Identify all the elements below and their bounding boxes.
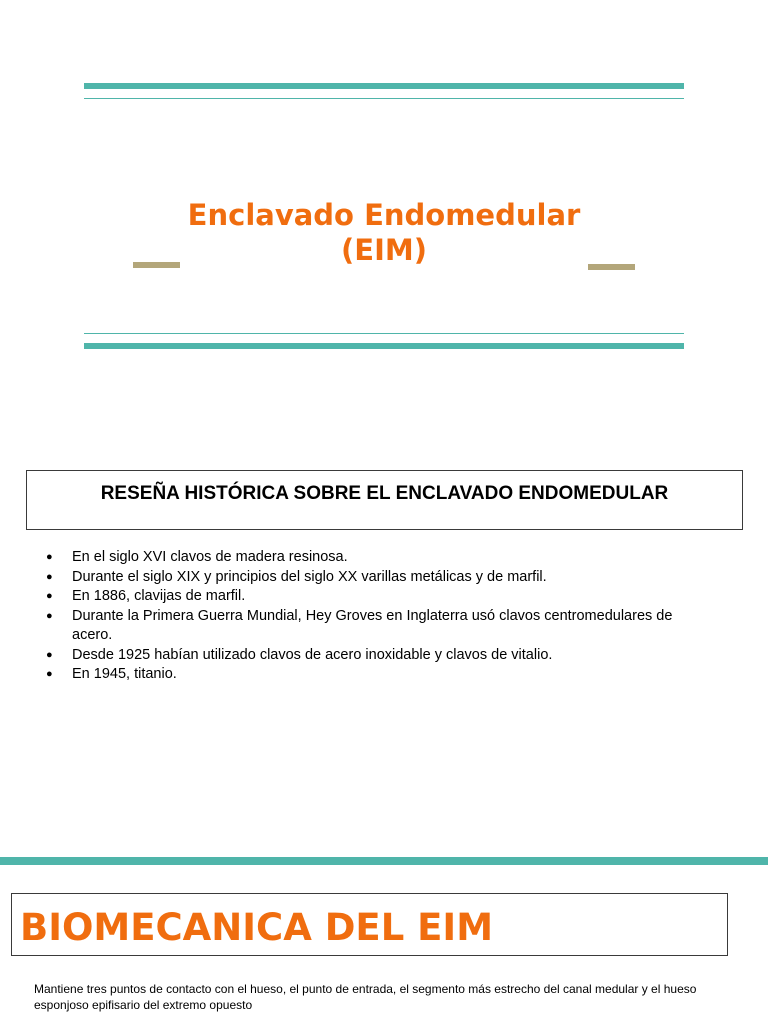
biomecanica-text: Mantiene tres puntos de contacto con el hueso, el punto de entrada, el segmento más estrecho del canal medular y el hueso esponjoso epifisario del extremo opuesto: [34, 982, 697, 1012]
list-item: [44, 568, 714, 588]
history-heading: RESEÑA HISTÓRICA SOBRE EL ENCLAVADO ENDOMEDULAR: [100, 483, 669, 504]
bottom-thick-rule: [84, 343, 684, 349]
bullet-icon: ●: [46, 570, 53, 583]
section-divider-bar: [0, 857, 768, 865]
list-item: [44, 665, 714, 685]
history-heading-box: [26, 470, 743, 530]
list-item: [44, 587, 714, 607]
history-bullet-list: [44, 548, 714, 685]
list-item: [44, 646, 714, 666]
list-item-text: Durante el siglo XIX y principios del siglo XX varillas metálicas y de marfil.: [72, 568, 547, 585]
title-line-2: (EIM): [341, 233, 427, 267]
bullet-icon: ●: [46, 551, 53, 563]
list-item-text: En 1945, titanio.: [72, 666, 177, 682]
list-item-text: En el siglo XVI clavos de madera resinosa.: [72, 549, 348, 565]
top-thick-rule: [84, 83, 684, 89]
list-item-text: En 1886, clavijas de marfil.: [72, 588, 246, 604]
bottom-thin-rule: [84, 333, 684, 334]
bullet-icon: ●: [46, 609, 53, 622]
bullet-icon: ●: [46, 668, 53, 680]
right-tan-dash: [588, 264, 635, 270]
left-tan-dash: [133, 262, 180, 268]
list-item-text: Desde 1925 habían utilizado clavos de acero inoxidable y clavos de vitalio.: [72, 646, 553, 663]
list-item: [44, 548, 714, 568]
biomecanica-title: BIOMECANICA DEL EIM: [20, 906, 494, 949]
list-item-text: Durante la Primera Guerra Mundial, Hey Groves en Inglaterra usó clavos centromedulares de acero.: [72, 607, 673, 643]
bullet-icon: ●: [46, 590, 53, 602]
title-line-1: Enclavado Endomedular: [187, 198, 581, 232]
bullet-icon: ●: [46, 648, 53, 661]
list-item: [44, 607, 714, 646]
presentation-title: [84, 198, 684, 268]
top-thin-rule: [84, 98, 684, 99]
